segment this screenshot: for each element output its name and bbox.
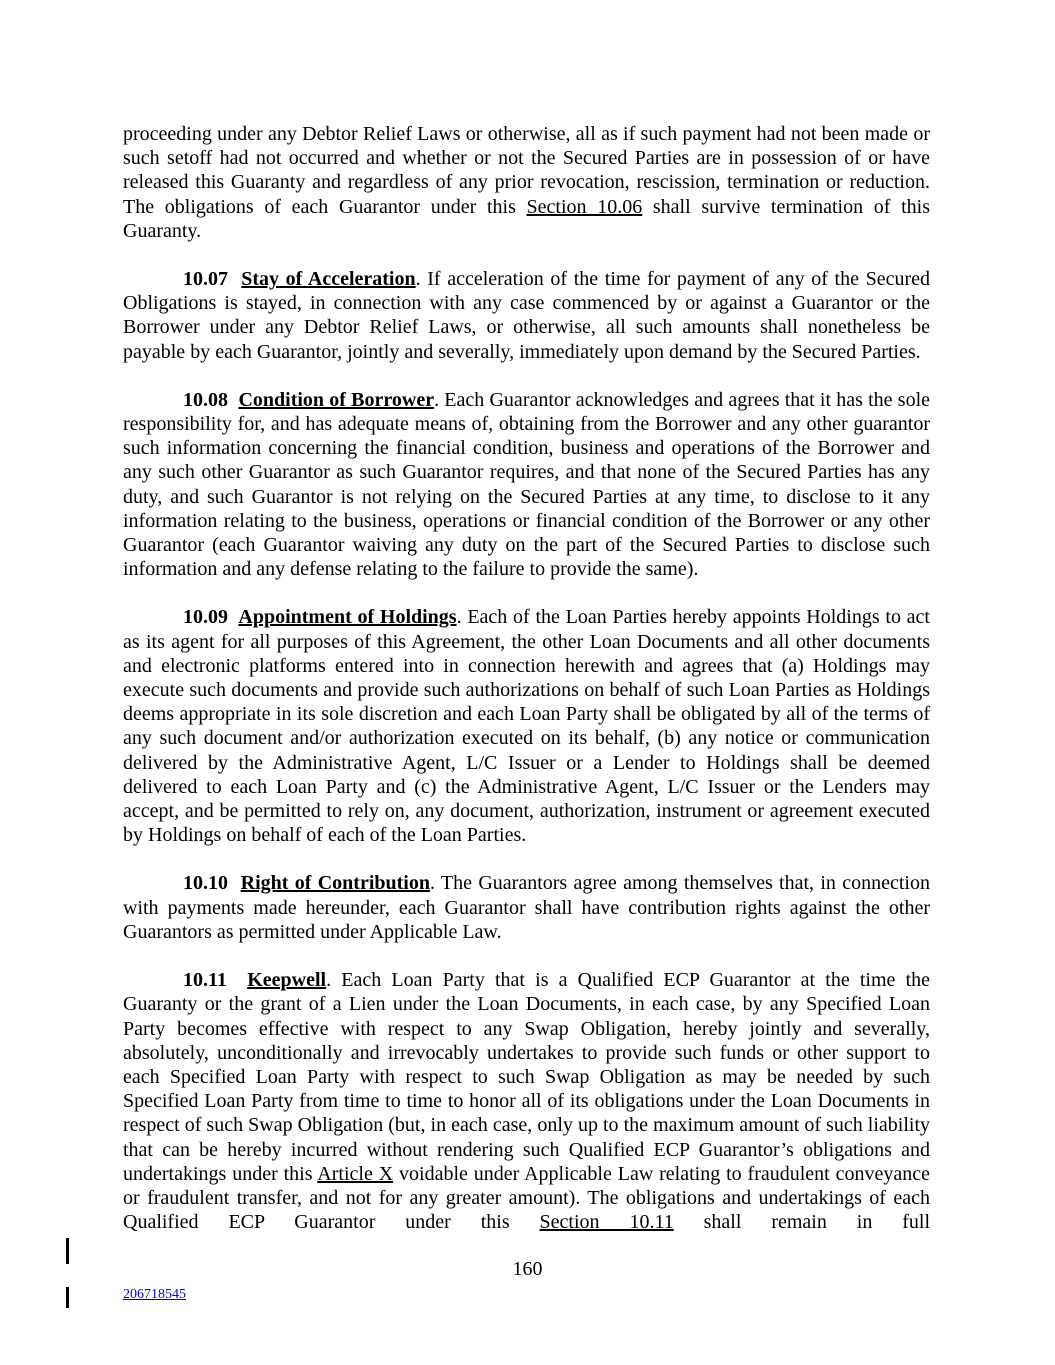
cross-reference: Section 10.11	[539, 1211, 674, 1234]
paragraph	[123, 267, 930, 364]
section-title: Keepwell	[247, 969, 327, 992]
paragraph	[123, 871, 930, 944]
text-run: proceeding under any Debtor Relief Laws or otherwise, all as if such payment had not been made or such setoff had not occurred and whether or not the Secured Parties are in possession of or have released this Guaranty and regardless of any prior revocation, rescission, termination or reduction. The obligations of each Guarantor under this	[123, 123, 930, 218]
section-title: Appointment of Holdings	[238, 606, 457, 629]
text-run: . The Guarantors agree among themselves that, in connection with payments made hereunder, each Guarantor shall have contribution rights against the other Guarantors as permitted under Applicable Law.	[123, 872, 930, 943]
doc-number-link[interactable]: 206718545	[123, 1287, 186, 1302]
text-run: shall survive termination of this Guaranty.	[123, 195, 930, 242]
document-body	[123, 122, 930, 1258]
text-run: shall remain in full	[673, 1211, 930, 1234]
text-run: . Each Loan Party that is a Qualified ECP Guarantor at the time the Guaranty or the grant of a Lien under the Loan Documents, in each case, by any Specified Loan Party becomes effective with respect to any Swap Obligation, hereby jointly and severally, absolutely, unconditionally and irrevocably undertakes to provide such funds or other support to each Specified Loan Party with respect to such Swap Obligation as may be needed by such Specified Loan Party from time to time to honor all of its obligations under the Loan Documents in respect of such Swap Obligation (but, in each case, only up to the maximum amount of such liability that can be hereby incurred without rendering such Qualified ECP Guarantor’s obligations and undertakings under this	[123, 969, 930, 1185]
text-run: voidable under Applicable Law relating to fraudulent conveyance or fraudulent transfer, and not for any greater amount). The obligations and undertakings of each Qualified ECP Guarantor under this	[123, 1162, 931, 1234]
section-number: 10.09	[183, 606, 239, 629]
revision-change-bar	[66, 1287, 69, 1308]
section-number: 10.11	[183, 969, 248, 992]
paragraph	[123, 968, 930, 1234]
paragraph	[123, 605, 930, 847]
section-title: Right of Contribution	[240, 872, 430, 895]
text-run: . Each of the Loan Parties hereby appoints Holdings to act as its agent for all purposes of this Agreement, the other Loan Documents and all other documents and electronic platforms entered into in connection herewith and agrees that (a) Holdings may execute such documents and provide such authorizations on behalf of such Loan Parties as Holdings deems appropriate in its sole discretion and each Loan Party shall be obligated by all of the terms of any such document and/or authorization executed on its behalf, (b) any notice or communication delivered by the Administrative Agent, L/C Issuer or a Lender to Holdings shall be deemed delivered to each Loan Party and (c) the Administrative Agent, L/C Issuer or the Lenders may accept, and be permitted to rely on, any document, authorization, instrument or agreement executed by Holdings on behalf of each of the Loan Parties.	[123, 606, 930, 847]
section-number: 10.07	[183, 268, 242, 291]
paragraph	[123, 388, 930, 582]
section-number: 10.10	[183, 872, 241, 895]
text-run: . If acceleration of the time for payment of any of the Secured Obligations is stayed, in connection with any case commenced by or against a Guarantor or the Borrower under any Debtor Relief Laws, or otherwise, all such amounts shall nonetheless be payable by each Guarantor, jointly and severally, immediately upon demand by the Secured Parties.	[123, 268, 930, 363]
cross-reference: Article X	[317, 1162, 394, 1185]
cross-reference: Section 10.06	[526, 195, 643, 218]
text-run: . Each Guarantor acknowledges and agrees that it has the sole responsibility for, and has adequate means of, obtaining from the Borrower and any other guarantor such information concerning the financial condition, business and operations of the Borrower and any such other Guarantor as such Guarantor requires, and that none of the Secured Parties has any duty, and such Guarantor is not relying on the Secured Parties at any time, to disclose to it any information relating to the business, operations or financial condition of the Borrower or any other Guarantor (each Guarantor waiving any duty on the part of the Secured Parties to disclose such information and any defense relating to the failure to provide the same).	[123, 388, 931, 581]
section-title: Condition of Borrower	[238, 388, 435, 411]
section-number: 10.08	[183, 388, 239, 411]
paragraph	[123, 122, 930, 243]
section-title: Stay of Acceleration	[241, 268, 416, 291]
page-number: 160	[512, 1258, 543, 1280]
